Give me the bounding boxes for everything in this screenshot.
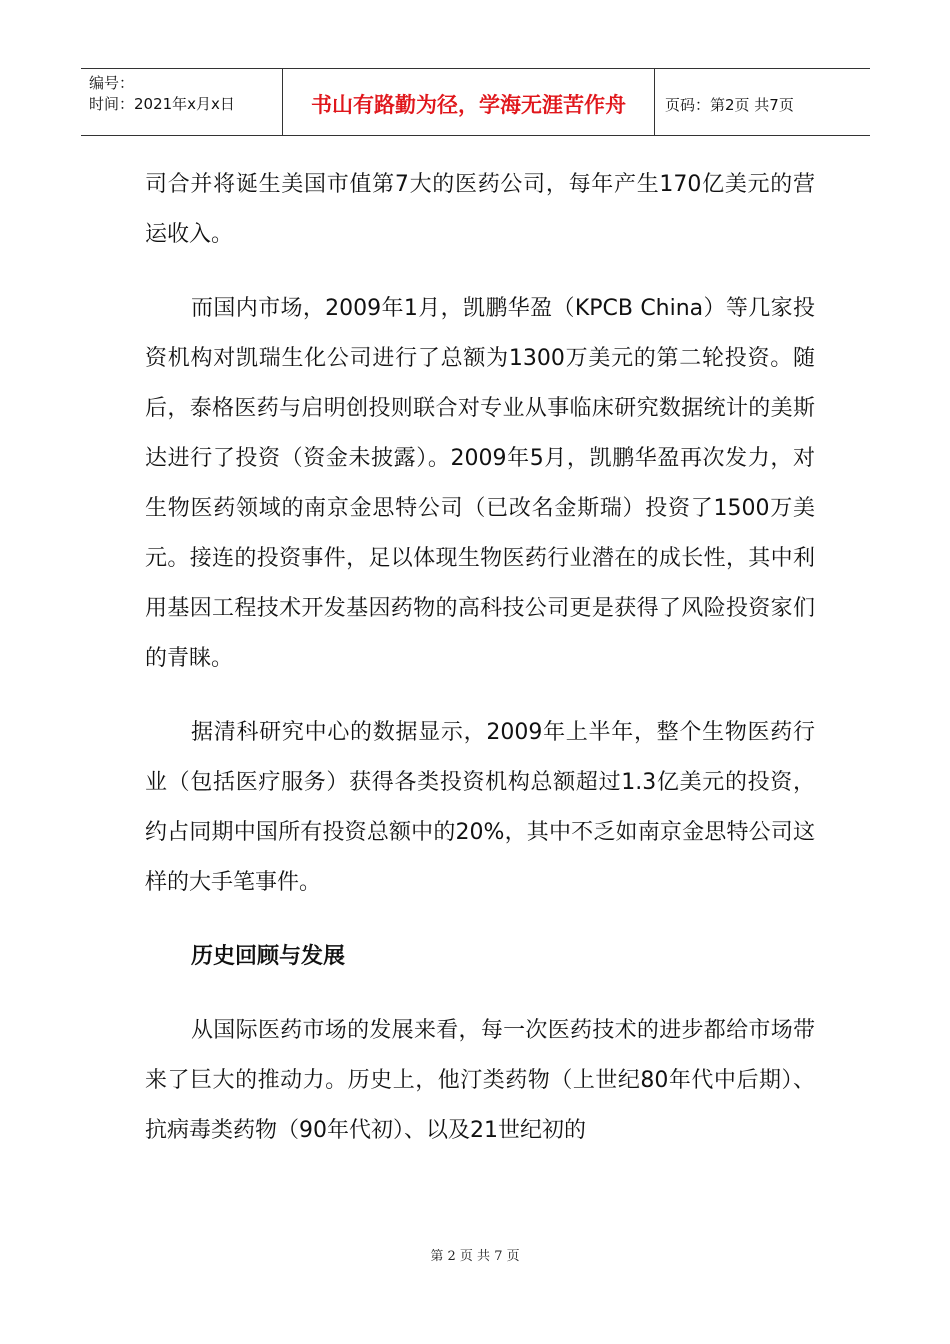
document-header (81, 68, 870, 136)
code-label: 编号： (89, 74, 135, 92)
paragraph-2: 而国内市场，2009年1月，凯鹏华盈（KPCB China）等几家投资机构对凯瑞生化公司进行了总额为1300万美元的第二轮投资。随后，泰格医药与启明创投则联合对专业从事临床研究数据统计的美斯达进行了投资（资金未披露）。2009年5月，凯鹏华盈再次发力，对生物医药领域的南京金思特公司（已改名金斯瑞）投资了1500万美元。接连的投资事件，足以体现生物医药行业潜在的成长性，其中利用基因工程技术开发基因药物的高科技公司更是获得了风险投资家们的青睐。 (145, 296, 815, 671)
section-heading: 历史回顾与发展 (191, 944, 346, 969)
paragraph-3: 据清科研究中心的数据显示，2009年上半年，整个生物医药行业（包括医疗服务）获得各类投资机构总额超过1.3亿美元的投资，约占同期中国所有投资总额中的20%，其中不乏如南京金思特公司这样的大手笔事件。 (145, 720, 815, 895)
date-label: 时间：2021年x月x日 (89, 95, 235, 113)
page-footer: 第 2 页 共 7 页 (430, 1249, 520, 1264)
header-page-info: 页码：第2页 共7页 (665, 95, 794, 114)
header-motto: 书山有路勤为径，学海无涯苦作舟 (283, 69, 655, 135)
document-body (145, 160, 815, 1156)
paragraph-4: 从国际医药市场的发展来看，每一次医药技术的进步都给市场带来了巨大的推动力。历史上，他汀类药物（上世纪80年代中后期）、抗病毒类药物（90年代初）、以及21世纪初的 (145, 1018, 815, 1143)
header-meta (81, 69, 283, 135)
paragraph-1: 司合并将诞生美国市值第7大的医药公司，每年产生170亿美元的营运收入。 (145, 172, 815, 247)
